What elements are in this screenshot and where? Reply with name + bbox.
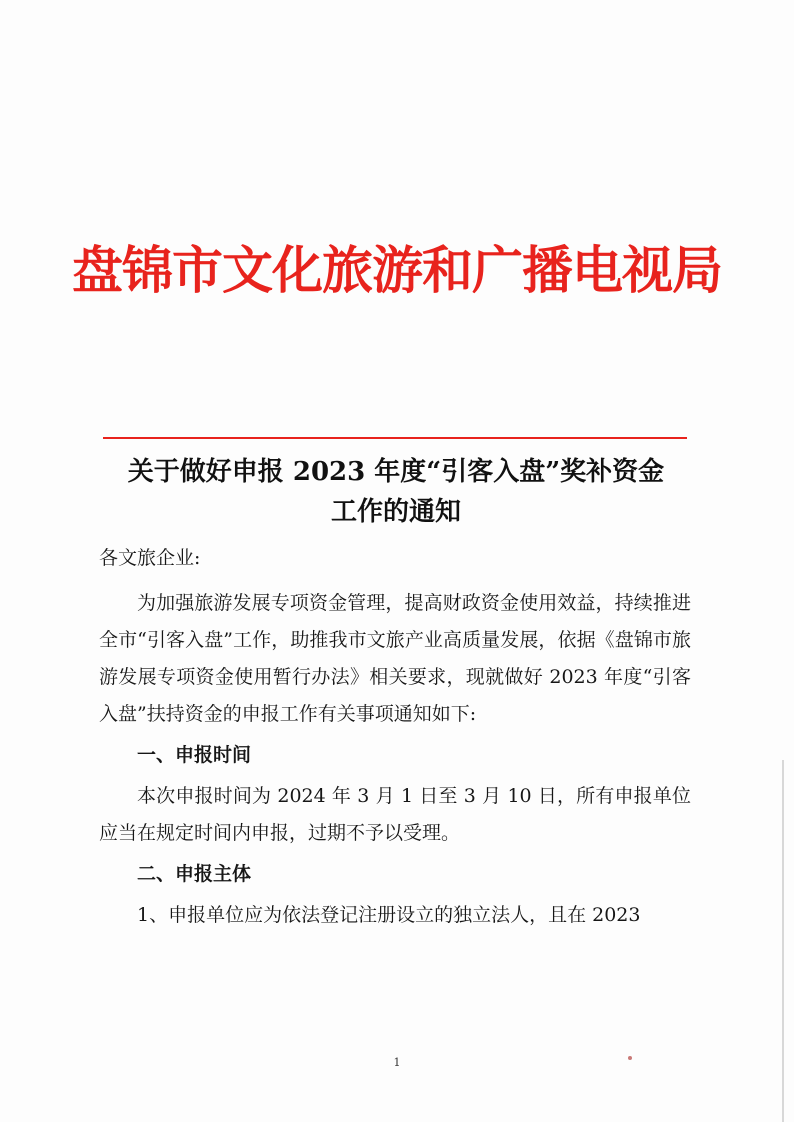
notice-title <box>96 452 696 532</box>
salutation: 各文旅企业: <box>99 547 201 569</box>
red-divider-line <box>103 437 687 439</box>
section-text-applicant: 1、申报单位应为依法登记注册设立的独立法人，且在 2023 <box>137 904 641 926</box>
scan-edge-shadow <box>782 760 784 1122</box>
section-heading-applicant: 二、申报主体 <box>137 863 252 885</box>
scan-mark <box>628 1056 632 1060</box>
issuer-header: 盘锦市文化旅游和广播电视局 <box>71 242 722 301</box>
section-heading-time: 一、申报时间 <box>137 744 252 766</box>
notice-title-line-2: 工作的通知 <box>330 497 461 527</box>
page-number: 1 <box>393 1056 401 1069</box>
notice-body <box>99 540 691 934</box>
notice-title-line-1: 关于做好申报 2023 年度“引客入盘”奖补资金 <box>127 457 665 487</box>
section-text-time: 本次申报时间为 2024 年 3 月 1 日至 3 月 10 日，所有申报单位应当在规定时间内申报，过期不予以受理。 <box>99 785 691 844</box>
intro-paragraph: 为加强旅游发展专项资金管理，提高财政资金使用效益，持续推进全市“引客入盘”工作，助推我市文旅产业高质量发展，依据《盘锦市旅游发展专项资金使用暂行办法》相关要求，现就做好 2023 年度“引客入盘”扶持资金的申报工作有关事项通知如下: <box>99 592 691 725</box>
